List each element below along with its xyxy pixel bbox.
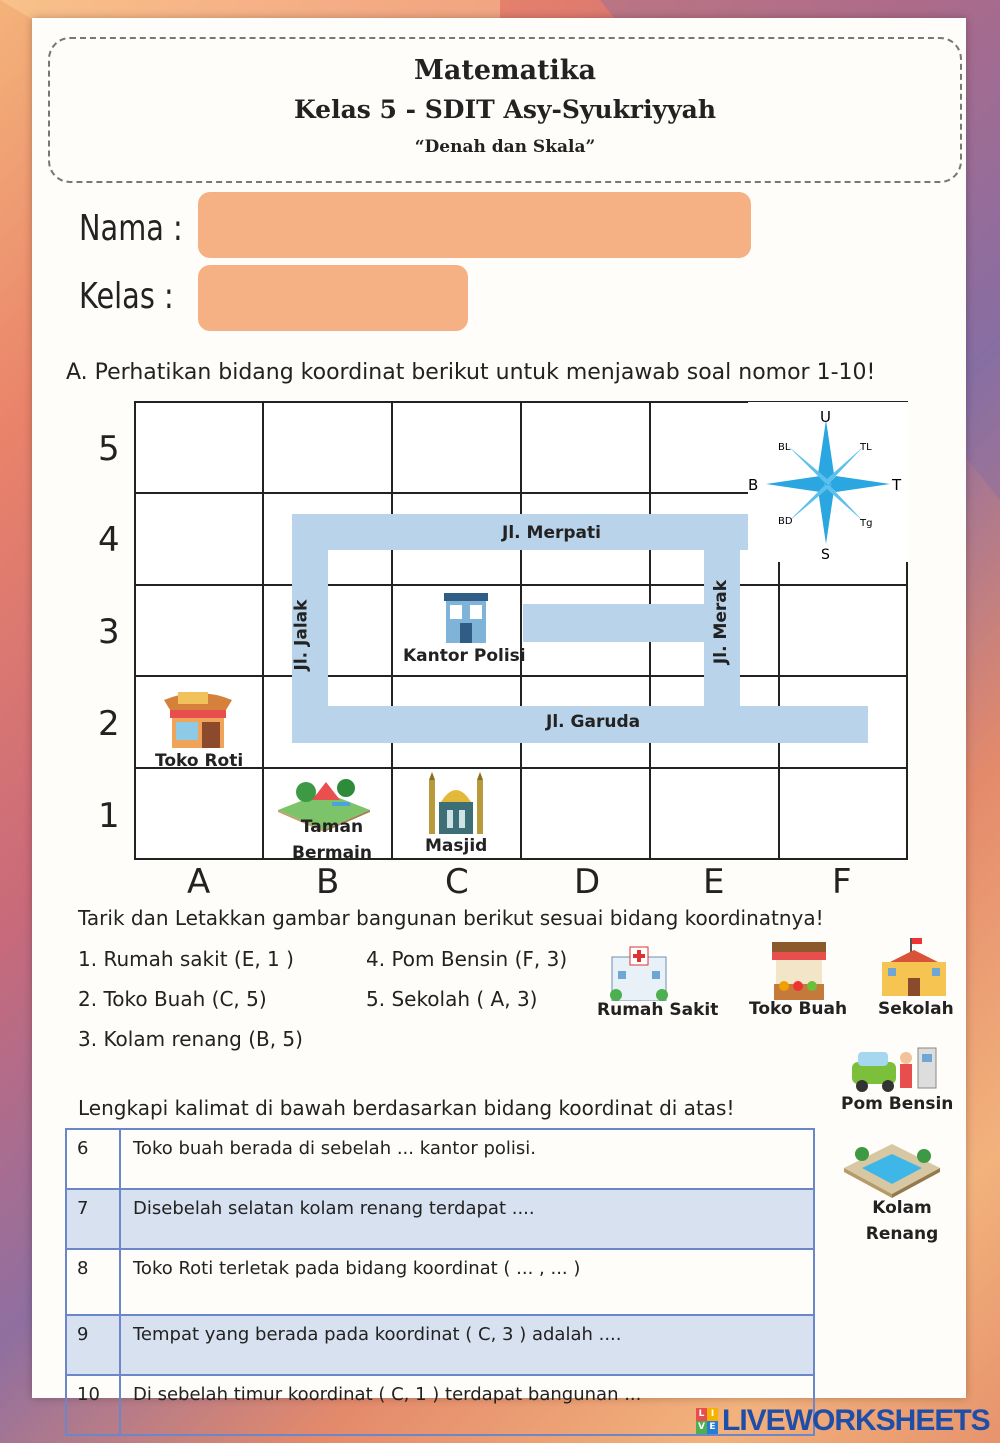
compass-n: U — [820, 408, 831, 426]
compass-w: B — [748, 476, 759, 494]
class-label: Kelas : — [79, 276, 174, 317]
school-icon[interactable] — [880, 938, 948, 996]
place-label-masjid: Masjid — [425, 836, 488, 856]
place-label-kantor-polisi: Kantor Polisi — [403, 646, 526, 666]
drag-item-3: 3. Kolam renang (B, 5) — [78, 1027, 303, 1051]
y-label-2: 2 — [98, 704, 120, 744]
fruit-shop-icon[interactable] — [768, 940, 830, 1002]
name-input[interactable] — [198, 192, 751, 258]
drag-item-5: 5. Sekolah ( A, 3) — [366, 987, 538, 1011]
table-row — [66, 1129, 814, 1189]
table-row — [66, 1189, 814, 1249]
compass-e: T — [892, 476, 902, 494]
police-station-icon[interactable] — [440, 587, 492, 645]
road-branch — [523, 604, 705, 642]
name-label: Nama : — [79, 208, 183, 249]
question-number: 7 — [66, 1189, 120, 1249]
logo-tile: E — [707, 1421, 718, 1434]
x-label-d: D — [574, 862, 601, 902]
question-text[interactable]: Disebelah selatan kolam renang terdapat .... — [120, 1189, 814, 1249]
question-number: 6 — [66, 1129, 120, 1189]
footer-brand[interactable]: LIVEWORKSHEETS — [722, 1404, 990, 1437]
questions-table — [65, 1128, 815, 1436]
compass-nw: BL — [778, 442, 791, 453]
question-text[interactable]: Toko buah berada di sebelah ... kantor polisi. — [120, 1129, 814, 1189]
swimming-pool-icon[interactable] — [842, 1138, 942, 1200]
hospital-icon[interactable] — [608, 945, 670, 1001]
worksheet-topic: “Denah dan Skala” — [414, 137, 596, 157]
x-label-b: B — [316, 862, 340, 902]
road-label-merpati: Jl. Merpati — [502, 523, 601, 543]
place-label-toko-roti: Toko Roti — [155, 751, 244, 771]
building-label-toko-buah: Toko Buah — [749, 999, 848, 1019]
compass-sw: BD — [778, 516, 793, 527]
road-label-jalak: Jl. Jalak — [291, 599, 312, 671]
x-label-c: C — [445, 862, 469, 902]
question-number: 10 — [66, 1375, 120, 1435]
liveworksheets-logo — [696, 1408, 718, 1434]
logo-tile: L — [696, 1408, 707, 1421]
question-text[interactable]: Toko Roti terletak pada bidang koordinat ( ... , ... ) — [120, 1249, 814, 1315]
compass-ne: TL — [860, 442, 872, 453]
y-label-5: 5 — [98, 429, 120, 469]
drag-instruction: Tarik dan Letakkan gambar bangunan berikut sesuai bidang koordinatnya! — [78, 906, 824, 930]
x-label-e: E — [703, 862, 725, 902]
y-label-1: 1 — [98, 796, 120, 836]
gas-station-icon[interactable] — [848, 1044, 942, 1096]
road-label-merak: Jl. Merak — [711, 579, 732, 665]
x-label-a: A — [187, 862, 211, 902]
drag-item-1: 1. Rumah sakit (E, 1 ) — [78, 947, 294, 971]
drag-item-2: 2. Toko Buah (C, 5) — [78, 987, 267, 1011]
building-label-sekolah: Sekolah — [878, 999, 954, 1019]
bakery-icon[interactable] — [160, 690, 236, 750]
logo-tile: V — [696, 1421, 707, 1434]
logo-tile: I — [707, 1408, 718, 1421]
question-number: 8 — [66, 1249, 120, 1315]
compass-se: Tg — [860, 518, 873, 529]
building-label-pom-bensin: Pom Bensin — [841, 1094, 954, 1114]
mosque-icon[interactable] — [425, 772, 487, 836]
compass-s: S — [821, 547, 830, 562]
class-input[interactable] — [198, 265, 468, 331]
y-label-4: 4 — [98, 520, 120, 560]
x-label-f: F — [832, 862, 852, 902]
section-a-instruction: A. Perhatikan bidang koordinat berikut untuk menjawab soal nomor 1-10! — [66, 360, 876, 385]
compass-rose-icon — [748, 402, 908, 562]
worksheet-title: Matematika — [413, 55, 597, 86]
question-text[interactable]: Tempat yang berada pada koordinat ( C, 3 ) adalah .... — [120, 1315, 814, 1375]
drag-item-4: 4. Pom Bensin (F, 3) — [366, 947, 568, 971]
worksheet-subtitle: Kelas 5 - SDIT Asy-Syukriyyah — [293, 95, 717, 124]
question-text[interactable]: Di sebelah timur koordinat ( C, 1 ) terdapat bangunan ... — [120, 1375, 814, 1435]
worksheet-header — [48, 37, 962, 183]
table-row — [66, 1249, 814, 1315]
building-label-kolam-renang: Kolam Renang — [865, 1198, 939, 1244]
y-label-3: 3 — [98, 612, 120, 652]
road-label-garuda: Jl. Garuda — [546, 712, 641, 732]
place-label-taman-bermain: Taman Bermain — [292, 817, 372, 863]
questions-instruction: Lengkapi kalimat di bawah berdasarkan bidang koordinat di atas! — [78, 1096, 735, 1120]
table-row — [66, 1315, 814, 1375]
question-number: 9 — [66, 1315, 120, 1375]
building-label-rumah-sakit: Rumah Sakit — [597, 1000, 719, 1020]
